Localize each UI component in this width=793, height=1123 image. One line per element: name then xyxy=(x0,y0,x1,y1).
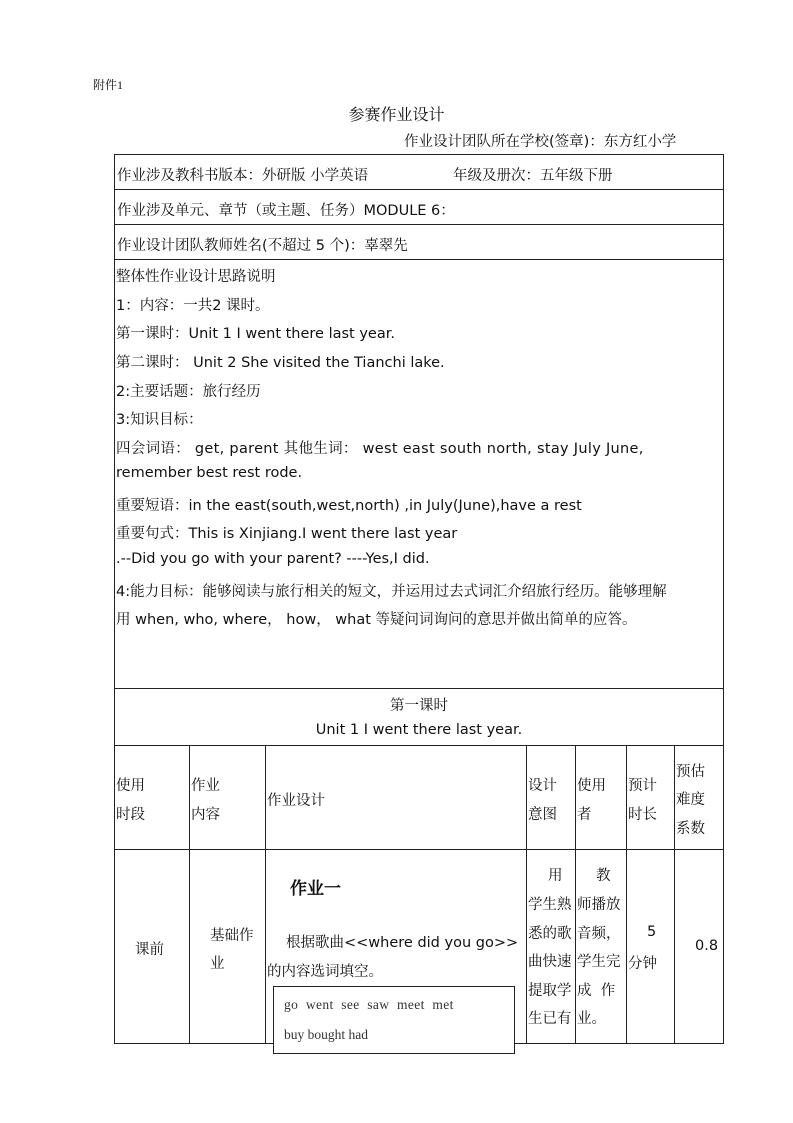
header-intent-line2: 意图 xyxy=(528,807,557,823)
lesson-title: 第一课时 xyxy=(390,698,448,714)
textbook-label: 作业涉及教科书版本：外研版 小学英语 xyxy=(117,168,369,184)
intent-line: 提取学 xyxy=(528,983,572,999)
intent-line: 生已有 xyxy=(528,1011,572,1027)
header-user xyxy=(575,745,627,850)
instruction-line1: 根据歌曲<<where did you go>> xyxy=(286,935,519,951)
word-bank-line2: buy bought had xyxy=(284,1027,368,1042)
header-intent-line1: 设计 xyxy=(528,778,557,794)
user-line: 音频， xyxy=(577,926,621,942)
content-line2: 业 xyxy=(210,956,225,972)
cell-user xyxy=(575,849,627,1044)
intent-line: 悉的歌 xyxy=(528,926,572,942)
description-line: 用 when, who, where， how， what 等疑问词询问的意思并做出简单的应答。 xyxy=(116,612,637,628)
description-line: 1：内容：一共2 课时。 xyxy=(116,298,270,314)
header-user-line1: 使用 xyxy=(577,778,606,794)
description-line: 2:主要话题：旅行经历 xyxy=(116,384,261,400)
intent-line: 用 xyxy=(548,868,563,884)
content-line1: 基础作 xyxy=(210,928,254,944)
description-line: 第一课时：Unit 1 I went there last year. xyxy=(116,326,395,342)
grade-label: 年级及册次：五年级下册 xyxy=(453,168,613,184)
user-line: 师播放 xyxy=(577,897,621,913)
header-difficulty xyxy=(674,745,724,850)
textbook-row xyxy=(114,154,724,190)
header-time-line1: 预计 xyxy=(628,778,657,794)
header-difficulty-line2: 难度 xyxy=(676,792,705,808)
header-content xyxy=(189,745,266,850)
word-bank-box xyxy=(273,986,515,1054)
description-line: 重要短语：in the east(south,west,north) ,in July(June),have a rest xyxy=(116,498,582,514)
period-value: 课前 xyxy=(135,942,164,958)
lesson-subtitle: Unit 1 I went there last year. xyxy=(315,722,523,738)
header-difficulty-line3: 系数 xyxy=(676,821,705,837)
time-value: 5 xyxy=(647,924,657,940)
description-line: 第二课时： Unit 2 She visited the Tianchi lake. xyxy=(116,355,445,371)
header-period-line1: 使用 xyxy=(116,778,145,794)
header-intent xyxy=(526,745,576,850)
header-period-line2: 时段 xyxy=(116,807,145,823)
instruction-line2: 的内容选词填空。 xyxy=(267,964,383,980)
description-heading: 整体性作业设计思路说明 xyxy=(116,269,276,285)
header-time-line2: 时长 xyxy=(628,807,657,823)
description-line: .--Did you go with your parent? ----Yes,I did. xyxy=(116,551,430,567)
attachment-label: 附件1 xyxy=(93,78,124,92)
description-line: 4:能力目标：能够阅读与旅行相关的短文，并运用过去式词汇介绍旅行经历。能够理解 xyxy=(116,584,667,600)
header-time xyxy=(626,745,675,850)
intent-line: 学生熟 xyxy=(528,897,572,913)
header-period xyxy=(114,745,190,850)
description-line: remember best rest rode. xyxy=(116,465,303,481)
teachers-row xyxy=(114,224,724,260)
header-content-line2: 内容 xyxy=(191,807,220,823)
cell-time xyxy=(626,849,675,1044)
header-difficulty-line1: 预估 xyxy=(676,764,705,780)
description-line: 重要句式：This is Xinjiang.I went there last year xyxy=(116,526,458,542)
description-line: 3:知识目标： xyxy=(116,412,203,428)
unit-row xyxy=(114,189,724,225)
intent-line: 曲快速 xyxy=(528,954,572,970)
description-line: 四会词语： get, parent 其他生词： west east south north, stay July June, xyxy=(116,441,644,457)
time-unit: 分钟 xyxy=(628,956,657,972)
lesson-header xyxy=(114,688,724,746)
unit-label: 作业涉及单元、章节（或主题、任务）MODULE 6： xyxy=(117,203,455,219)
user-line: 学生完 xyxy=(577,954,621,970)
cell-intent xyxy=(526,849,576,1044)
homework-title: 作业一 xyxy=(290,879,341,899)
header-content-line1: 作业 xyxy=(191,778,220,794)
page-title: 参赛作业设计 xyxy=(348,105,445,124)
header-design-label: 作业设计 xyxy=(267,793,325,809)
cell-period xyxy=(114,849,190,1044)
teachers-label: 作业设计团队教师姓名(不超过 5 个)：辜翠先 xyxy=(117,238,408,254)
header-design xyxy=(265,745,527,850)
header-user-line2: 者 xyxy=(577,807,592,823)
word-bank-line1: go went see saw meet met xyxy=(284,997,454,1012)
school-line: 作业设计团队所在学校(签章)：东方红小学 xyxy=(404,134,677,150)
cell-difficulty xyxy=(674,849,724,1044)
cell-content xyxy=(189,849,266,1044)
difficulty-value: 0.8 xyxy=(695,938,719,954)
user-line: 教 xyxy=(596,868,611,884)
user-line: 成 作 xyxy=(577,983,616,999)
user-line: 业。 xyxy=(577,1011,606,1027)
